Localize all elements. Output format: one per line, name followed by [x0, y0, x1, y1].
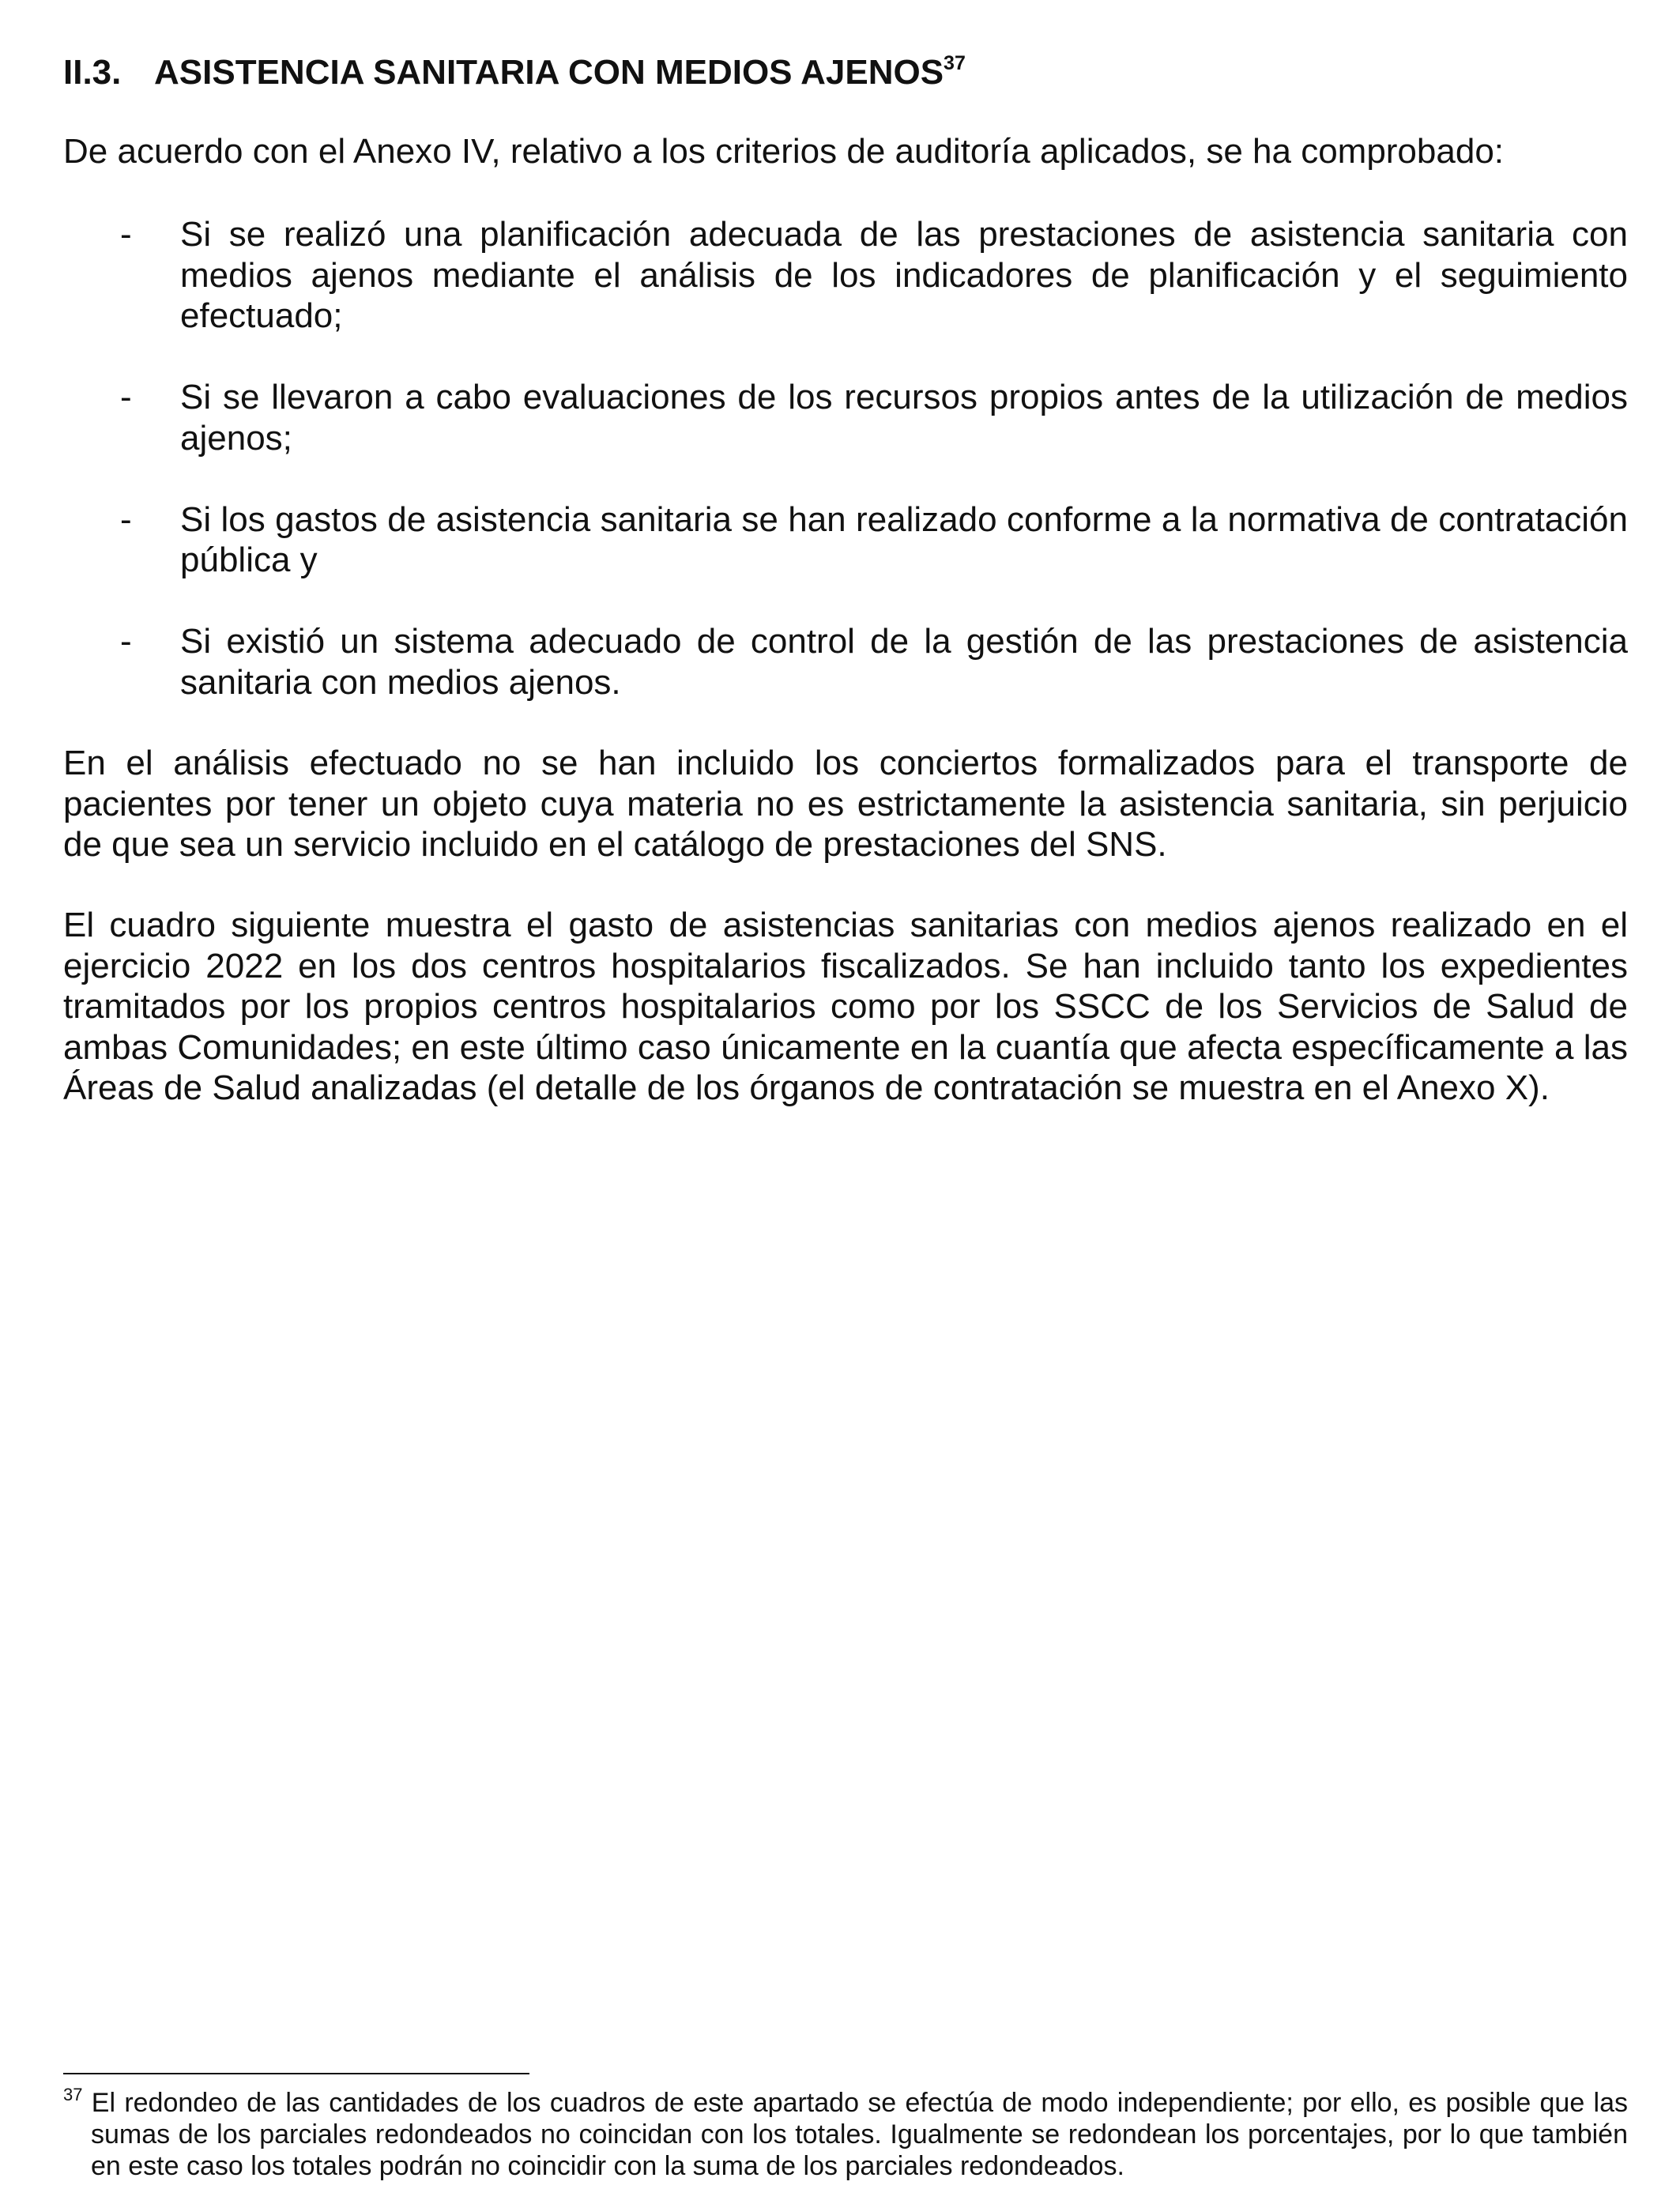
footnote-text: El redondeo de las cantidades de los cuadros de este apartado se efectúa de modo independiente; por ello, es posible que las sumas de los parciales redondeados no coincidan con los totales. Igualmente se redondean los porcentajes, por lo que también en este caso los totales podrán no coincidir con la suma de los parciales redondeados.: [91, 2088, 1629, 2181]
list-dash: -: [120, 499, 132, 539]
criteria-list: [63, 214, 1628, 744]
list-dash: -: [120, 622, 132, 661]
conciertos-paragraph: En el análisis efectuado no se han incluido los conciertos formalizados para el transporte de pacientes por tener un objeto cuya materia no es estrictamente la asistencia sanitaria, sin perjuicio de que sea un servicio incluido en el catálogo de prestaciones del SNS.: [63, 744, 1628, 864]
list-item: [63, 499, 1628, 581]
footnote-reference[interactable]: 37: [944, 52, 966, 74]
list-item: [63, 377, 1628, 458]
list-item-text: Si existió un sistema adecuado de control de la gestión de las prestaciones de asistencia sanitaria con medios ajenos.: [180, 622, 1628, 702]
footnote-number: 37: [63, 2085, 83, 2104]
footnote: [63, 2087, 1628, 2182]
list-item: [63, 214, 1628, 337]
cuadro-paragraph: El cuadro siguiente muestra el gasto de asistencias sanitarias con medios ajenos realizado en el ejercicio 2022 en los dos centros hospitalarios fiscalizados. Se han incluido tanto los expedientes tramitados por los propios centros hospitalarios como por los SSCC de los Servicios de Salud de ambas Comunidades; en este último caso únicamente en la cuantía que afecta específicamente a las Áreas de Salud analizadas (el detalle de los órganos de contratación se muestra en el Anexo X).: [63, 906, 1628, 1107]
list-item-text: Si los gastos de asistencia sanitaria se han realizado conforme a la normativa de contratación pública y: [180, 499, 1628, 579]
section-number: II.3.: [63, 53, 122, 92]
list-item-text: Si se llevaron a cabo evaluaciones de los recursos propios antes de la utilización de medios ajenos;: [180, 378, 1628, 458]
list-item-text: Si se realizó una planificación adecuada de las prestaciones de asistencia sanitaria con medios ajenos mediante el análisis de los indicadores de planificación y el seguimiento efectuado;: [180, 215, 1628, 335]
footnote-separator: [63, 2073, 529, 2074]
list-item: [63, 621, 1628, 703]
section-title: ASISTENCIA SANITARIA CON MEDIOS AJENOS: [154, 53, 944, 92]
section-heading: [63, 49, 966, 96]
intro-paragraph: De acuerdo con el Anexo IV, relativo a los criterios de auditoría aplicados, se ha comprobado:: [63, 132, 1505, 171]
list-dash: -: [120, 215, 132, 254]
list-dash: -: [120, 378, 132, 416]
document-page: [63, 0, 1628, 2189]
